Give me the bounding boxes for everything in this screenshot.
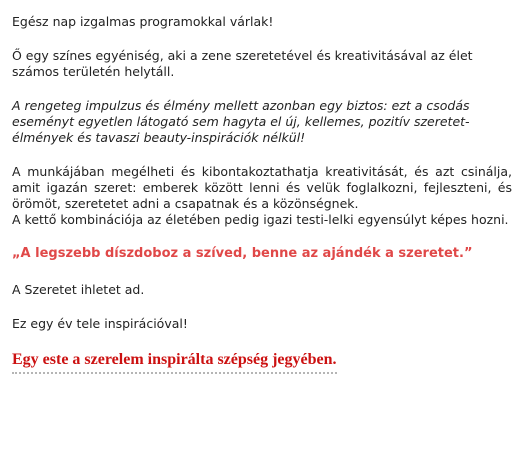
highlight-quote: „A legszebb díszdoboz a szíved, benne az ajándék a szeretet.”: [12, 246, 473, 261]
italic-note-paragraph: A rengeteg impulzus és élmény mellett azonban egy biztos: ezt a csodás eseményt egyetlen látogató sem hagyta el új, kellemes, pozitív szeretet-élmények és tavaszi beauty-inspirációk nélkül!: [12, 98, 470, 145]
intro-text: Egész nap izgalmas programokkal várlak!: [12, 14, 274, 29]
combo-paragraph: A kettő kombinációja az életében pedig igazi testi-lelki egyensúlyt képes hozni.: [12, 212, 509, 227]
inspire-text: A Szeretet ihletet ad.: [12, 282, 145, 297]
event-headline: Egy este a szerelem inspirálta szépség jegyében.: [12, 351, 337, 368]
dotted-divider: [12, 372, 337, 374]
article-body: [12, 14, 512, 374]
work-paragraph: A munkájában megélheti és kibontakoztathatja kreativitását, és azt csinálja, amit igazán szeret: emberek között lenni és velük foglalkozni, fejleszteni, és örömöt, szeretetet adni a csapatnak és a közönségnek.: [12, 164, 512, 211]
year-text: Ez egy év tele inspirációval!: [12, 316, 188, 331]
bio-paragraph: Ő egy színes egyéniség, aki a zene szeretetével és kreativitásával az élet számos területén helytáll.: [12, 48, 473, 79]
